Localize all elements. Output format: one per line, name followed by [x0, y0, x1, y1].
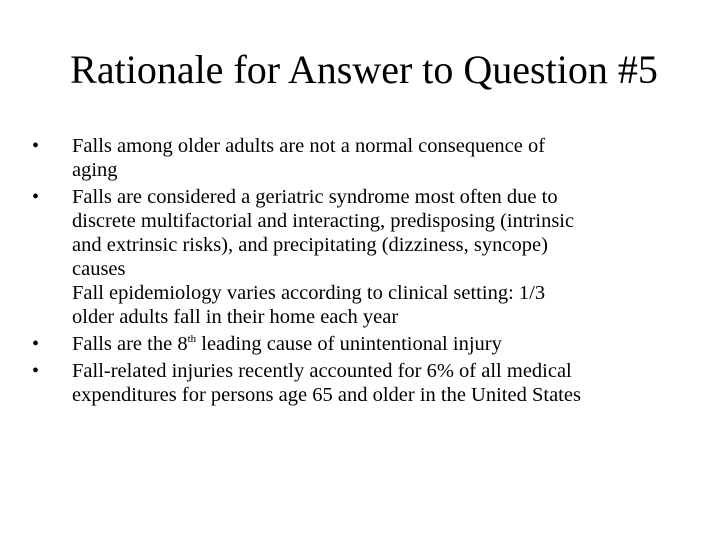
slide-title: Rationale for Answer to Question #5 [70, 47, 658, 92]
bullet-3-text-after: leading cause of unintentional injury [196, 333, 502, 355]
bullet-3-text-before: Falls are the 8 [72, 333, 188, 355]
bullet-icon: • [32, 186, 40, 208]
bullet-icon: • [32, 360, 40, 382]
bullet-icon: • [32, 333, 40, 355]
bullet-icon: • [32, 135, 40, 157]
bullet-3-superscript: th [187, 333, 197, 345]
bullet-4-line-2: expenditures for persons age 65 and older in the United States [72, 384, 581, 406]
bullet-1-line-1: Falls among older adults are not a normal consequence of [72, 135, 546, 157]
bullet-4-line-1: Fall-related injuries recently accounted for 6% of all medical [72, 360, 572, 382]
bullet-item-1 [32, 134, 712, 182]
bullet-3-line-1 [72, 332, 712, 356]
bullet-2-line-3: and extrinsic risks), and precipitating (dizziness, syncope) [72, 234, 548, 256]
bullet-2-line-5: Fall epidemiology varies according to clinical setting: 1/3 [72, 282, 546, 304]
bullet-item-4 [32, 359, 712, 407]
bullet-2-line-4: causes [72, 258, 126, 280]
bullet-2-line-6: older adults fall in their home each year [72, 306, 399, 328]
bullet-2-line-2: discrete multifactorial and interacting, predisposing (intrinsic [72, 210, 575, 232]
bullet-2-line-1: Falls are considered a geriatric syndrome most often due to [72, 186, 558, 208]
bullet-item-2 [32, 185, 712, 329]
bullet-list [32, 134, 712, 410]
bullet-1-line-2: aging [72, 159, 118, 181]
bullet-item-3 [32, 332, 712, 356]
